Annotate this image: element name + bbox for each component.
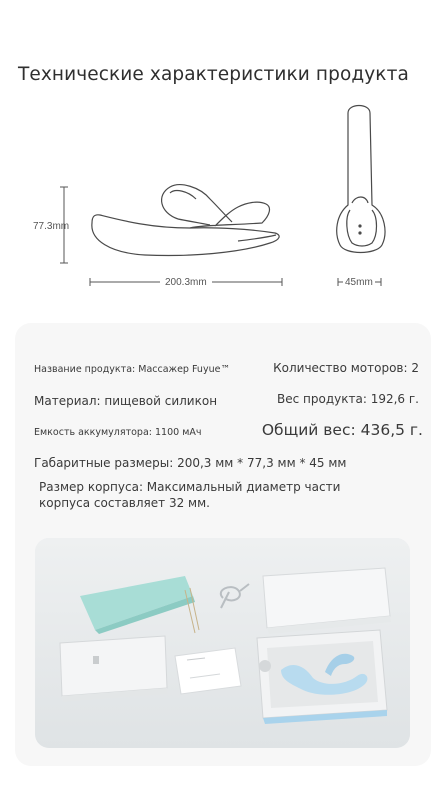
product-dimension-diagram	[0, 95, 446, 305]
open-box-with-device	[257, 630, 387, 724]
specifications-card	[15, 323, 431, 766]
spec-product-name: Название продукта: Массажер Fuyue™	[34, 364, 230, 375]
width-label: 45mm	[345, 277, 373, 288]
spec-product-weight: Вес продукта: 192,6 г.	[277, 392, 419, 406]
spec-battery: Емкость аккумулятора: 1100 мАч	[34, 427, 202, 438]
spec-motor-count: Количество моторов: 2	[273, 361, 419, 375]
height-label: 77.3mm	[33, 221, 70, 232]
package-contents-photo	[35, 538, 410, 748]
spec-body-size: Размер корпуса: Максимальный диаметр части корпуса составляет 32 мм.	[39, 480, 341, 510]
outer-box	[60, 636, 168, 702]
spec-total-weight: Общий вес: 436,5 г.	[261, 421, 423, 439]
button-dots	[358, 224, 361, 234]
side-view-outline	[92, 185, 279, 256]
package-contents-illustration	[35, 538, 410, 748]
length-label: 200.3mm	[165, 277, 207, 288]
spec-dimensions: Габаритные размеры: 200,3 мм * 77,3 мм * 45 мм	[34, 456, 347, 470]
instruction-card	[175, 648, 241, 694]
page-title: Технические характеристики продукта	[18, 64, 409, 85]
spec-material: Материал: пищевой силикон	[34, 394, 218, 408]
front-view-outline	[337, 106, 385, 253]
